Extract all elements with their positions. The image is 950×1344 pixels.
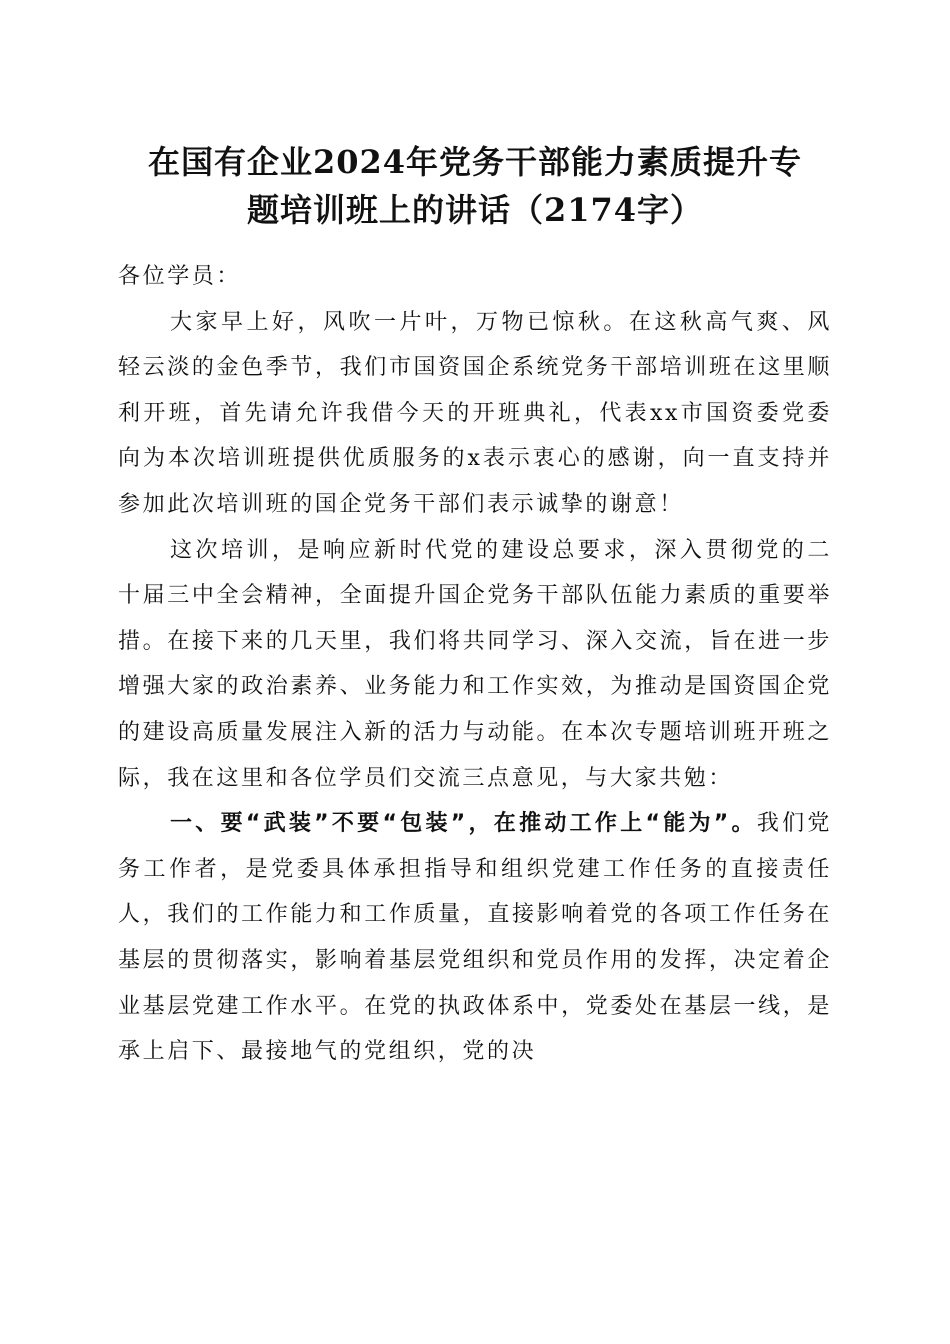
salutation: 各位学员：: [118, 264, 242, 289]
paragraph-opening: 大家早上好，风吹一片叶，万物已惊秋。在这秋高气爽、风轻云淡的金色季节，我们市国资国企系统党务干部培训班在这里顺利开班，首先请允许我借今天的开班典礼，代表xx市国资委党委向为本次培训班提供优质服务的x表示衷心的感谢，向一直支持并参加此次培训班的国企党务干部们表示诚挚的谢意！: [118, 309, 832, 517]
document-title: [100, 138, 850, 234]
title-line-1: 在国有企业2024年党务干部能力素质提升专: [147, 143, 803, 181]
paragraph-purpose: 这次培训，是响应新时代党的建设总要求，深入贯彻党的二十届三中全会精神，全面提升国企党务干部队伍能力素质的重要举措。在接下来的几天里，我们将共同学习、深入交流，旨在进一步增强大家的政治素养、业务能力和工作实效，为推动是国资国企党的建设高质量发展注入新的活力与动能。在本次专题培训班开班之际，我在这里和各位学员们交流三点意见，与大家共勉：: [118, 537, 832, 791]
section-1: [118, 801, 832, 1075]
section-1-text: 我们党务工作者，是党委具体承担指导和组织党建工作任务的直接责任人，我们的工作能力和工作质量，直接影响着党的各项工作任务在基层的贯彻落实，影响着基层党组织和党员作用的发挥，决定着企业基层党建工作水平。在党的执政体系中，党委处在基层一线，是承上启下、最接地气的党组织，党的决: [118, 811, 832, 1065]
section-1-heading: 一、要“武装”不要“包装”，在推动工作上“能为”。: [170, 811, 757, 837]
title-line-2: 题培训班上的讲话（2174字）: [246, 191, 704, 229]
document-body: [118, 254, 832, 1075]
